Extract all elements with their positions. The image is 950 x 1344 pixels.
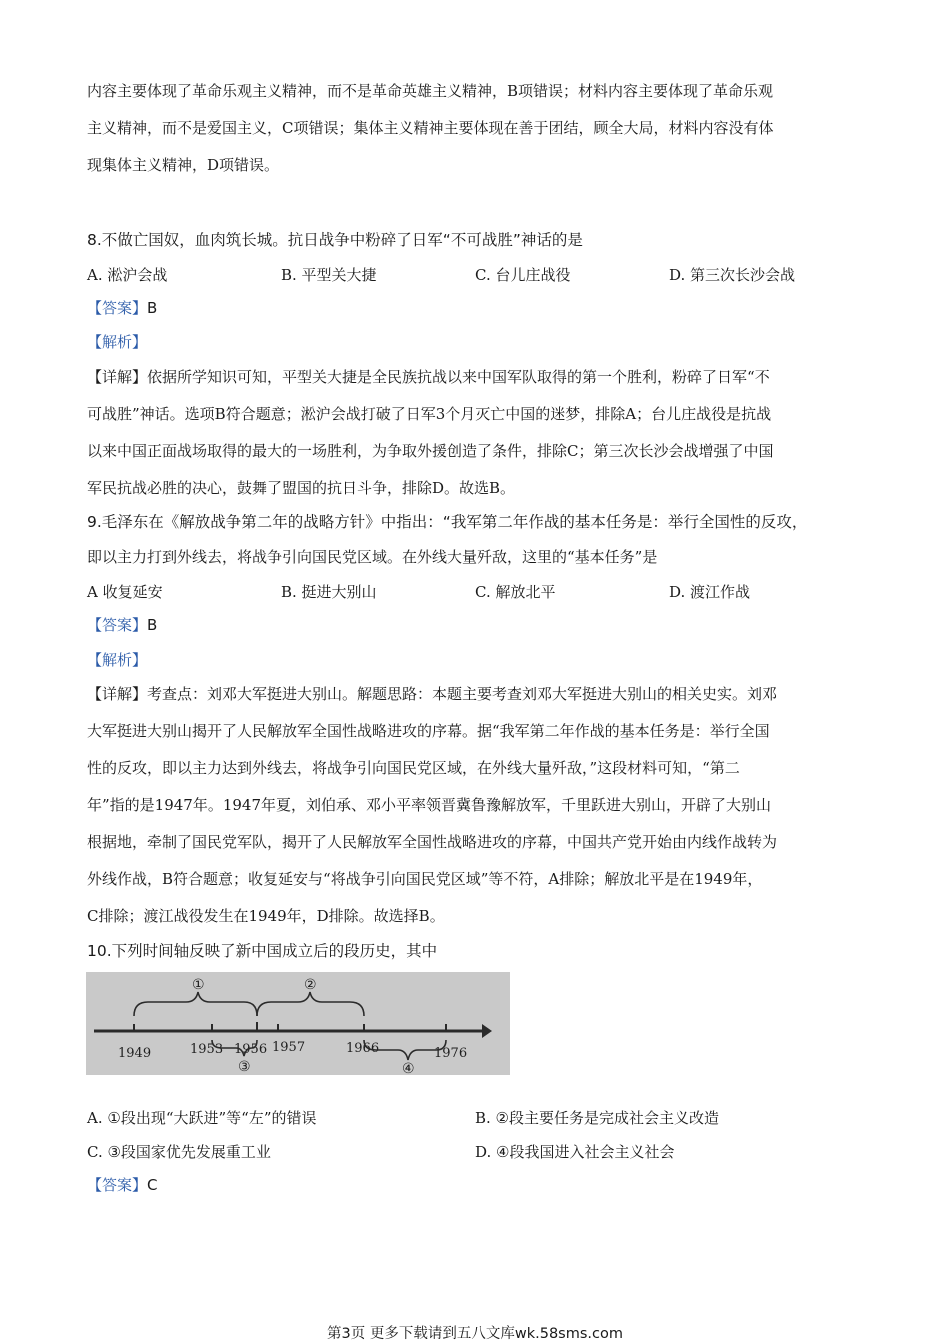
- q8-detail-line-3: 以来中国正面战场取得的最大的一场胜利，为争取外援创造了条件，排除C；第三次长沙会战增强了中国: [87, 442, 774, 460]
- q9-detail-text: 考查点：刘邓大军挺进大别山。解题思路：本题主要考查刘邓大军挺进大别山的相关史实。刘邓: [147, 685, 778, 703]
- marker-2: ②: [304, 977, 317, 993]
- marker-1: ①: [192, 977, 205, 993]
- year-label-1953: 1953: [190, 1042, 224, 1057]
- q10-option-d: D. ④段我国进入社会主义社会: [475, 1143, 675, 1161]
- q9-detail-line-3: 性的反攻，即以主力达到外线去，将战争引向国民党区域，在外线大量歼敌，”这段材料可知，“第二: [87, 759, 740, 777]
- year-label-1966: 1966: [346, 1041, 380, 1056]
- q9-detail-line-5: 根据地，牵制了国民党军队，揭开了人民解放军全国性战略进攻的序幕，中国共产党开始由内线作战转为: [87, 833, 778, 851]
- q9-option-d: D. 渡江作战: [669, 583, 751, 601]
- answer-label: 【答案】: [87, 616, 148, 634]
- q8-option-c: C. 台儿庄战役: [475, 266, 571, 284]
- q8-answer: [87, 298, 157, 318]
- q9-stem-line-1: 9.毛泽东在《解放战争第二年的战略方针》中指出：“我军第二年作战的基本任务是：举行全国性的反攻，: [87, 513, 808, 531]
- year-label-1976: 1976: [434, 1046, 468, 1061]
- detail-label: 【详解】: [87, 685, 148, 703]
- q9-analysis-label: 【解析】: [87, 651, 148, 669]
- q9-detail-line-6: 外线作战，B符合题意；收复延安与“将战争引向国民党区域”等不符，A排除；解放北平是在1949年，: [87, 870, 763, 888]
- q8-option-b: B. 平型关大捷: [281, 266, 377, 284]
- brace-2: [257, 992, 364, 1016]
- q9-option-a: A 收复延安: [87, 583, 163, 601]
- q9-stem-line-2: 即以主力打到外线去，将战争引向国民党区域。在外线大量歼敌，这里的“基本任务”是: [87, 548, 658, 566]
- q8-analysis-label: 【解析】: [87, 333, 148, 351]
- q8-option-a: A. 淞沪会战: [87, 266, 168, 284]
- q9-answer: [87, 615, 157, 635]
- year-label-1956: 1956: [234, 1042, 268, 1057]
- timeline-svg: [86, 972, 510, 1075]
- year-label-1949: 1949: [118, 1046, 152, 1061]
- q9-option-c: C. 解放北平: [475, 583, 556, 601]
- q9-answer-value: B: [147, 616, 158, 634]
- q10-answer-value: C: [147, 1176, 158, 1194]
- q10-option-b: B. ②段主要任务是完成社会主义改造: [475, 1109, 720, 1127]
- page-footer: 第3页 更多下载请到五八文库wk.58sms.com: [327, 1326, 623, 1342]
- intro-line-1: 内容主要体现了革命乐观主义精神，而不是革命英雄主义精神，B项错误；材料内容主要体现了革命乐观: [87, 82, 774, 100]
- q10-option-c: C. ③段国家优先发展重工业: [87, 1143, 271, 1161]
- q8-detail-line-2: 可战胜”神话。选项B符合题意；淞沪会战打破了日军3个月灭亡中国的迷梦，排除A；台儿庄战役是抗战: [87, 405, 772, 423]
- year-label-1957: 1957: [272, 1040, 306, 1055]
- q10-option-a: A. ①段出现“大跃进”等“左”的错误: [87, 1109, 317, 1127]
- brace-1: [134, 992, 257, 1016]
- answer-label: 【答案】: [87, 1176, 148, 1194]
- q9-option-b: B. 挺进大别山: [281, 583, 377, 601]
- timeline-figure: [86, 972, 510, 1075]
- q8-answer-value: B: [147, 299, 158, 317]
- marker-3: ③: [238, 1059, 251, 1075]
- detail-label: 【详解】: [87, 368, 148, 386]
- q10-options-row-2: [87, 1142, 867, 1162]
- timeline-arrow: [482, 1024, 492, 1038]
- q8-detail-line-1: [87, 367, 770, 387]
- q10-stem: 10.下列时间轴反映了新中国成立后的段历史，其中: [87, 942, 438, 960]
- q9-detail-line-7: C排除；渡江战役发生在1949年，D排除。故选择B。: [87, 907, 445, 925]
- marker-4: ④: [402, 1061, 415, 1075]
- q10-options-row-1: [87, 1108, 867, 1128]
- q9-options: [87, 582, 867, 602]
- q10-answer: [87, 1175, 158, 1195]
- q9-detail-line-4: 年”指的是1947年。1947年夏，刘伯承、邓小平率领晋冀鲁豫解放军，千里跃进大别山，开辟了大别山: [87, 796, 772, 814]
- intro-line-3: 现集体主义精神，D项错误。: [87, 156, 280, 174]
- q8-detail-text: 依据所学知识可知，平型关大捷是全民族抗战以来中国军队取得的第一个胜利，粉碎了日军“不: [147, 368, 770, 386]
- q8-options: [87, 265, 867, 285]
- q9-detail-line-2: 大军挺进大别山揭开了人民解放军全国性战略进攻的序幕。据“我军第二年作战的基本任务是：举行全国: [87, 722, 770, 740]
- answer-label: 【答案】: [87, 299, 148, 317]
- intro-line-2: 主义精神，而不是爱国主义，C项错误；集体主义精神主要体现在善于团结，顾全大局，材料内容没有体: [87, 119, 774, 137]
- q8-stem: 8.不做亡国奴，血肉筑长城。抗日战争中粉碎了日军“不可战胜”神话的是: [87, 231, 583, 249]
- q8-option-d: D. 第三次长沙会战: [669, 266, 796, 284]
- q8-detail-line-4: 军民抗战必胜的决心，鼓舞了盟国的抗日斗争，排除D。故选B。: [87, 479, 516, 497]
- q9-detail-line-1: [87, 684, 777, 704]
